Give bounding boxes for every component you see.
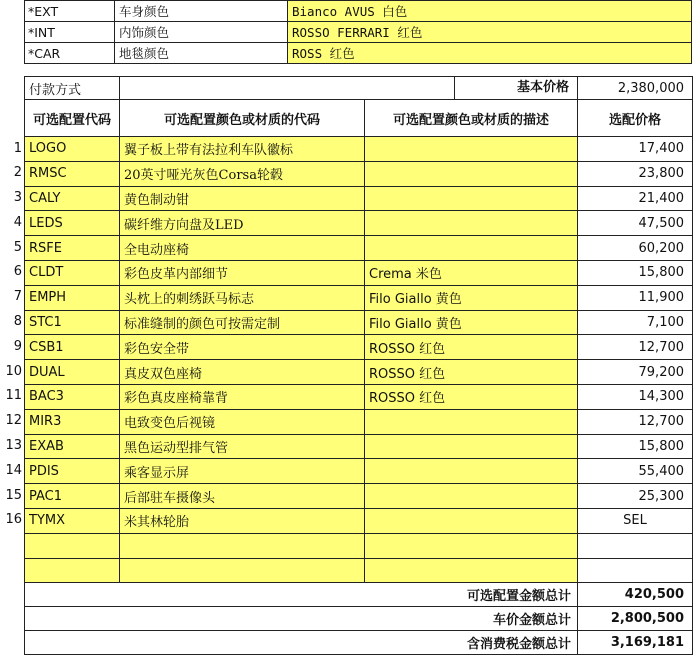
row-number: 9 <box>13 338 22 354</box>
table-row <box>25 161 693 186</box>
color-category: 地毯颜色 <box>115 43 288 64</box>
header-price: 选配价格 <box>578 100 693 137</box>
row-number: 4 <box>13 214 22 230</box>
options-table <box>24 76 693 655</box>
option-code[interactable]: RMSC <box>25 161 120 186</box>
option-code[interactable]: PDIS <box>25 459 120 484</box>
payment-row <box>25 77 693 100</box>
color-value[interactable]: ROSS 红色 <box>288 43 692 64</box>
option-code[interactable]: CSB1 <box>25 335 120 360</box>
empty-row <box>25 558 693 583</box>
option-price: 23,800 <box>578 161 693 186</box>
option-code[interactable]: DUAL <box>25 360 120 385</box>
option-name[interactable]: 全电动座椅 <box>120 236 365 261</box>
table-row <box>25 335 693 360</box>
option-code[interactable]: PAC1 <box>25 484 120 509</box>
row-number: 5 <box>13 239 22 255</box>
color-value[interactable]: Bianco AVUS 白色 <box>288 1 692 22</box>
header-code: 可选配置代码 <box>25 100 120 137</box>
total-value: 2,800,500 <box>578 607 693 631</box>
option-desc[interactable] <box>365 236 578 261</box>
option-desc[interactable] <box>365 161 578 186</box>
option-price: 15,800 <box>578 260 693 285</box>
option-code[interactable]: TYMX <box>25 508 120 533</box>
option-name[interactable]: 彩色真皮座椅靠背 <box>120 384 365 409</box>
option-desc[interactable] <box>365 137 578 162</box>
option-name[interactable]: 电致变色后视镜 <box>120 409 365 434</box>
payment-value[interactable] <box>120 77 578 100</box>
table-row <box>25 260 693 285</box>
table-row <box>25 310 693 335</box>
option-price-empty <box>578 558 693 583</box>
option-price: 12,700 <box>578 409 693 434</box>
option-code[interactable]: EXAB <box>25 434 120 459</box>
row-number: 16 <box>5 512 22 528</box>
row-number: 1 <box>13 140 22 156</box>
option-code[interactable]: LEDS <box>25 211 120 236</box>
option-desc[interactable] <box>365 459 578 484</box>
table-row <box>25 434 693 459</box>
header-row <box>25 100 693 137</box>
option-price: 12,700 <box>578 335 693 360</box>
option-desc-empty[interactable] <box>365 558 578 583</box>
option-desc[interactable]: Filo Giallo 黄色 <box>365 310 578 335</box>
option-name[interactable]: 米其林轮胎 <box>120 508 365 533</box>
option-desc-empty[interactable] <box>365 533 578 558</box>
payment-label: 付款方式 <box>25 77 120 100</box>
option-desc[interactable] <box>365 508 578 533</box>
color-value[interactable]: ROSSO FERRARI 红色 <box>288 22 692 43</box>
option-code[interactable]: CALY <box>25 186 120 211</box>
header-name: 可选配置颜色或材质的代码 <box>120 100 365 137</box>
option-price: 21,400 <box>578 186 693 211</box>
base-price-label: 基本价格 <box>517 80 570 95</box>
option-desc[interactable]: ROSSO 红色 <box>365 335 578 360</box>
total-value: 3,169,181 <box>578 631 693 655</box>
color-row <box>25 43 692 64</box>
total-row <box>25 607 693 631</box>
row-number: 12 <box>5 413 22 429</box>
option-desc[interactable]: ROSSO 红色 <box>365 360 578 385</box>
table-row <box>25 186 693 211</box>
option-price: 79,200 <box>578 360 693 385</box>
row-number: 13 <box>5 438 22 454</box>
option-price-empty <box>578 533 693 558</box>
option-price: SEL <box>578 508 693 533</box>
option-desc[interactable] <box>365 409 578 434</box>
option-name-empty[interactable] <box>120 533 365 558</box>
option-desc[interactable]: Crema 米色 <box>365 260 578 285</box>
color-category: 内饰颜色 <box>115 22 288 43</box>
color-code: *EXT <box>25 1 115 22</box>
option-code[interactable]: EMPH <box>25 285 120 310</box>
option-name[interactable]: 彩色安全带 <box>120 335 365 360</box>
option-code[interactable]: BAC3 <box>25 384 120 409</box>
option-code[interactable]: CLDT <box>25 260 120 285</box>
color-code: *CAR <box>25 43 115 64</box>
option-price: 7,100 <box>578 310 693 335</box>
table-row <box>25 236 693 261</box>
option-code[interactable]: LOGO <box>25 137 120 162</box>
color-selection-table <box>24 0 692 64</box>
row-number: 6 <box>13 264 22 280</box>
option-name[interactable]: 碳纤维方向盘及LED <box>120 211 365 236</box>
total-row <box>25 631 693 655</box>
option-name[interactable]: 黑色运动型排气管 <box>120 434 365 459</box>
option-price: 47,500 <box>578 211 693 236</box>
option-name[interactable]: 头枕上的刺绣跃马标志 <box>120 285 365 310</box>
total-label: 可选配置金额总计 <box>25 583 578 607</box>
table-row <box>25 459 693 484</box>
total-value: 420,500 <box>578 583 693 607</box>
total-row <box>25 583 693 607</box>
row-number: 15 <box>5 487 22 503</box>
option-price: 17,400 <box>578 137 693 162</box>
option-name[interactable]: 后部驻车摄像头 <box>120 484 365 509</box>
row-number: 10 <box>5 363 22 379</box>
option-desc[interactable] <box>365 484 578 509</box>
table-row <box>25 211 693 236</box>
row-number: 14 <box>5 462 22 478</box>
option-name[interactable]: 黄色制动钳 <box>120 186 365 211</box>
table-row <box>25 484 693 509</box>
option-desc[interactable]: Filo Giallo 黄色 <box>365 285 578 310</box>
table-row <box>25 285 693 310</box>
option-name-empty[interactable] <box>120 558 365 583</box>
table-row <box>25 384 693 409</box>
option-code-empty[interactable] <box>25 558 120 583</box>
color-code: *INT <box>25 22 115 43</box>
option-price: 25,300 <box>578 484 693 509</box>
total-label: 含消费税金额总计 <box>25 631 578 655</box>
total-label: 车价金额总计 <box>25 607 578 631</box>
row-number: 11 <box>5 388 22 404</box>
option-name[interactable]: 真皮双色座椅 <box>120 360 365 385</box>
option-price: 15,800 <box>578 434 693 459</box>
row-number: 3 <box>13 190 22 206</box>
option-code[interactable]: STC1 <box>25 310 120 335</box>
option-name[interactable]: 彩色皮革内部细节 <box>120 260 365 285</box>
color-row <box>25 22 692 43</box>
option-name[interactable]: 标准缝制的颜色可按需定制 <box>120 310 365 335</box>
base-price-value: 2,380,000 <box>578 77 693 100</box>
option-name[interactable]: 翼子板上带有法拉利车队徽标 <box>120 137 365 162</box>
option-price: 11,900 <box>578 285 693 310</box>
table-row <box>25 360 693 385</box>
option-desc[interactable] <box>365 434 578 459</box>
option-desc[interactable] <box>365 186 578 211</box>
option-price: 14,300 <box>578 384 693 409</box>
option-code-empty[interactable] <box>25 533 120 558</box>
option-price: 55,400 <box>578 459 693 484</box>
color-row <box>25 1 692 22</box>
option-desc[interactable] <box>365 211 578 236</box>
option-name[interactable]: 20英寸哑光灰色Corsa轮毂 <box>120 161 365 186</box>
option-price: 60,200 <box>578 236 693 261</box>
table-row <box>25 409 693 434</box>
header-desc: 可选配置颜色或材质的描述 <box>365 100 578 137</box>
option-code[interactable]: RSFE <box>25 236 120 261</box>
color-category: 车身颜色 <box>115 1 288 22</box>
row-number: 7 <box>13 289 22 305</box>
row-number: 2 <box>13 165 22 181</box>
option-name[interactable]: 乘客显示屏 <box>120 459 365 484</box>
empty-row <box>25 533 693 558</box>
option-desc[interactable]: ROSSO 红色 <box>365 384 578 409</box>
table-row <box>25 508 693 533</box>
table-row <box>25 137 693 162</box>
payment-input[interactable] <box>120 77 455 99</box>
row-number: 8 <box>13 314 22 330</box>
option-code[interactable]: MIR3 <box>25 409 120 434</box>
